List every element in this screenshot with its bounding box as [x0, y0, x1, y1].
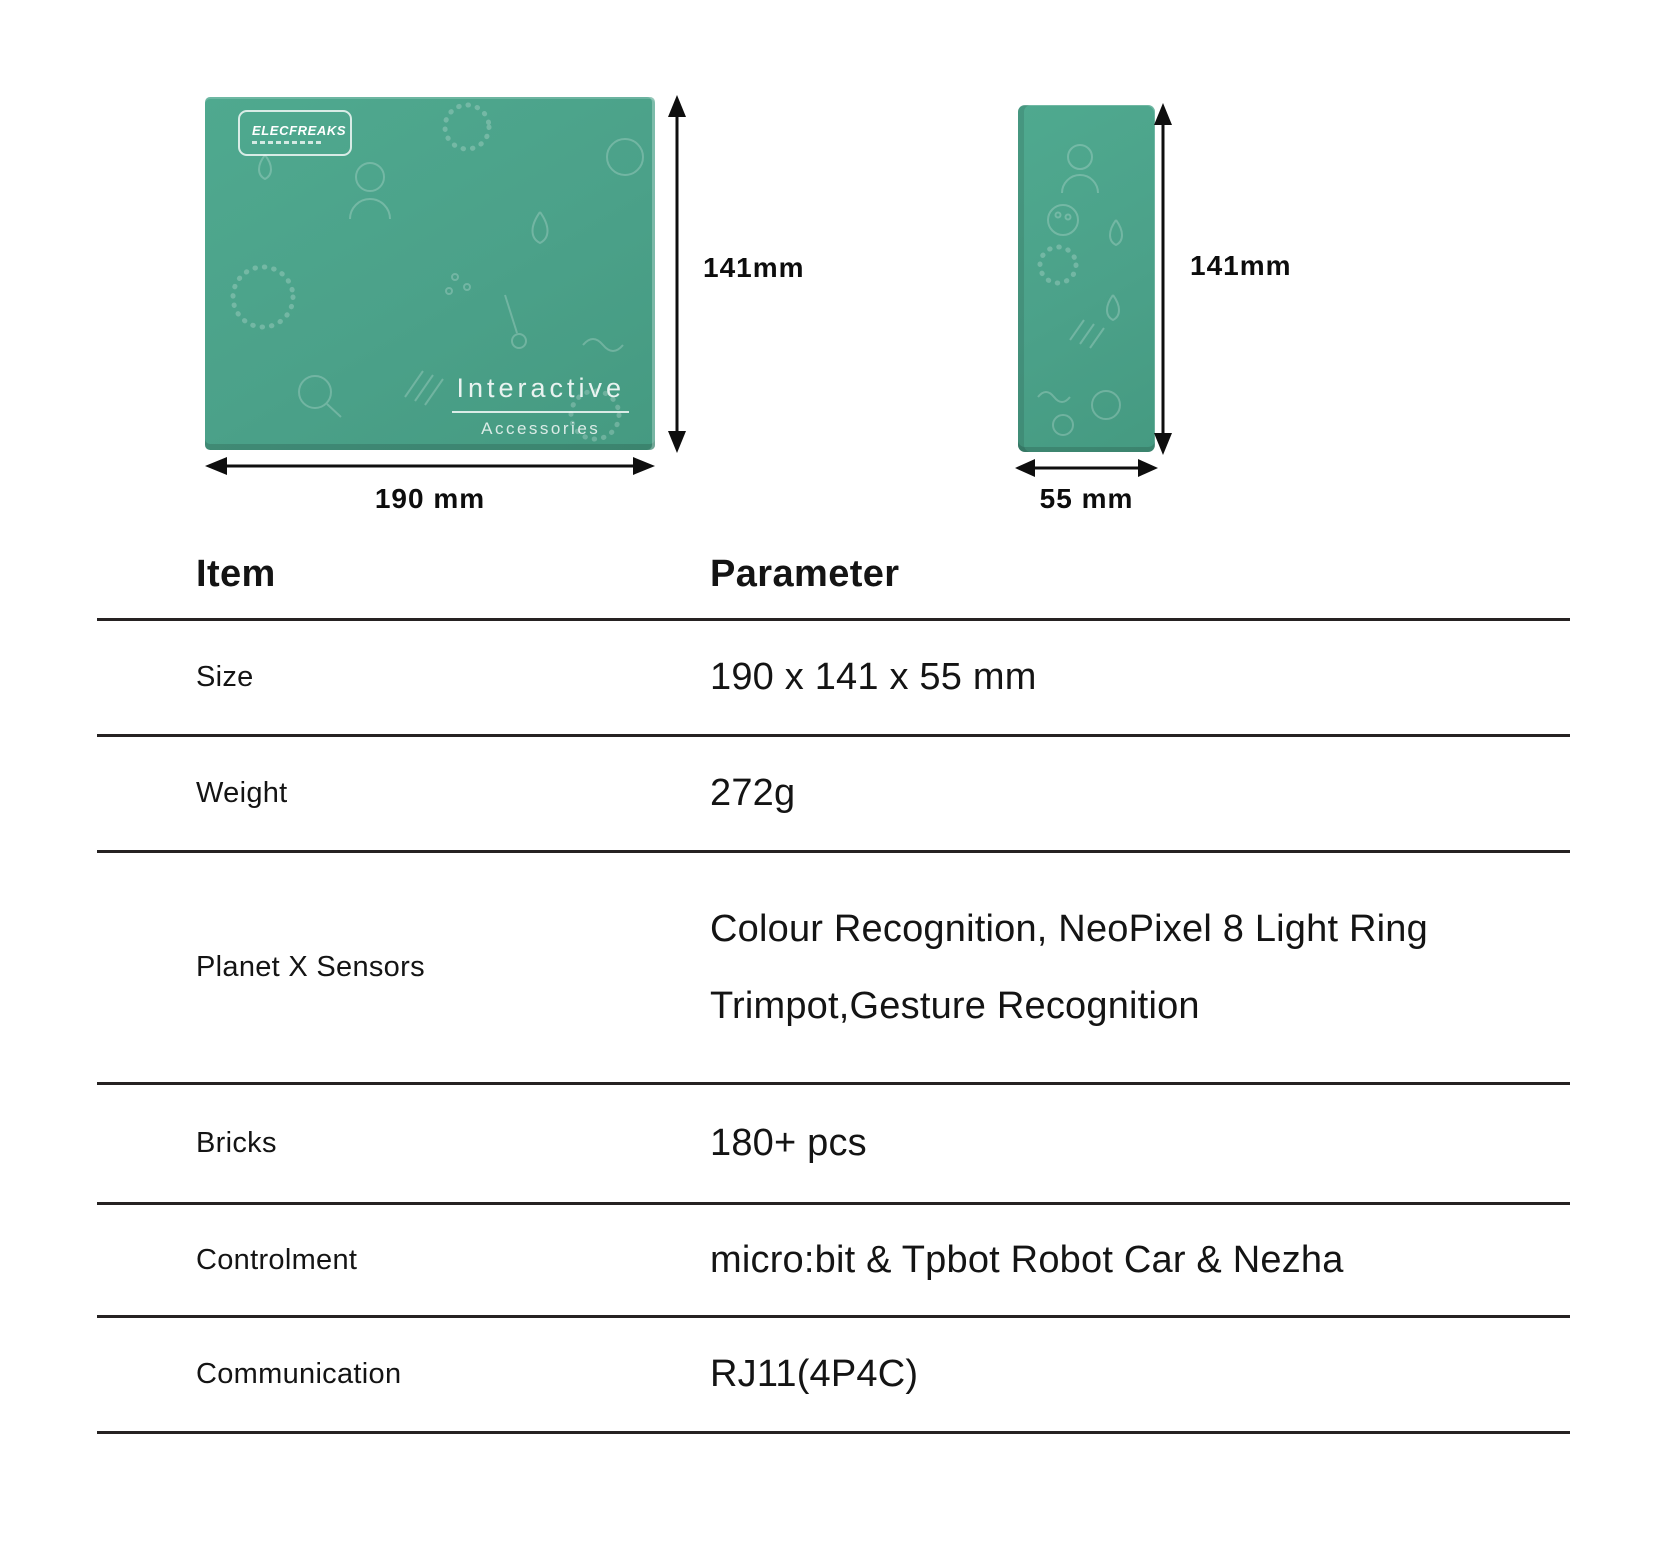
front-width-label: 190 mm	[374, 483, 486, 514]
row-label: Communication	[196, 1358, 402, 1390]
spec-table	[97, 528, 1570, 1434]
table-header-row	[97, 528, 1570, 621]
row-label: Controlment	[196, 1243, 358, 1276]
side-width-label: 55 mm	[1039, 483, 1134, 514]
row-label: Planet X Sensors	[196, 951, 425, 983]
row-label: Bricks	[196, 1127, 277, 1159]
row-value: RJ11(4P4C)	[710, 1353, 919, 1395]
brand-name: ELECFREAKS	[252, 122, 347, 138]
table-row	[97, 853, 1570, 1085]
table-row	[97, 1318, 1570, 1434]
brand-tagline-decoration	[252, 141, 324, 144]
row-value	[710, 891, 1570, 1045]
doodle-pattern	[1018, 105, 1155, 452]
table-row	[97, 1085, 1570, 1205]
brand-logo-plaque	[238, 110, 352, 156]
front-height-label: 141mm	[703, 252, 805, 283]
table-row	[97, 1205, 1570, 1318]
row-value-line1: Colour Recognition, NeoPixel 8 Light Ring	[710, 907, 1428, 950]
row-label: Size	[196, 661, 254, 693]
side-width-arrow-icon	[1015, 455, 1158, 481]
product-box-side	[1018, 105, 1155, 452]
row-value-line2: Trimpot,Gesture Recognition	[710, 984, 1200, 1027]
box-title-block	[452, 373, 629, 439]
front-width-arrow-icon	[205, 453, 655, 479]
table-row	[97, 737, 1570, 853]
side-height-arrow-icon	[1150, 103, 1176, 455]
column-header-parameter: Parameter	[710, 553, 900, 595]
row-value: 190 x 141 x 55 mm	[710, 656, 1037, 698]
column-header-item: Item	[196, 553, 276, 595]
table-row	[97, 621, 1570, 737]
row-label: Weight	[196, 777, 288, 809]
row-value: micro:bit & Tpbot Robot Car & Nezha	[710, 1238, 1344, 1281]
product-box-front	[205, 97, 655, 450]
front-height-arrow-icon	[664, 95, 690, 453]
row-value: 272g	[710, 772, 796, 814]
side-height-label: 141mm	[1190, 250, 1292, 281]
box-subtitle: Accessories	[481, 419, 601, 438]
box-title: Interactive	[452, 373, 629, 413]
row-value: 180+ pcs	[710, 1122, 867, 1164]
